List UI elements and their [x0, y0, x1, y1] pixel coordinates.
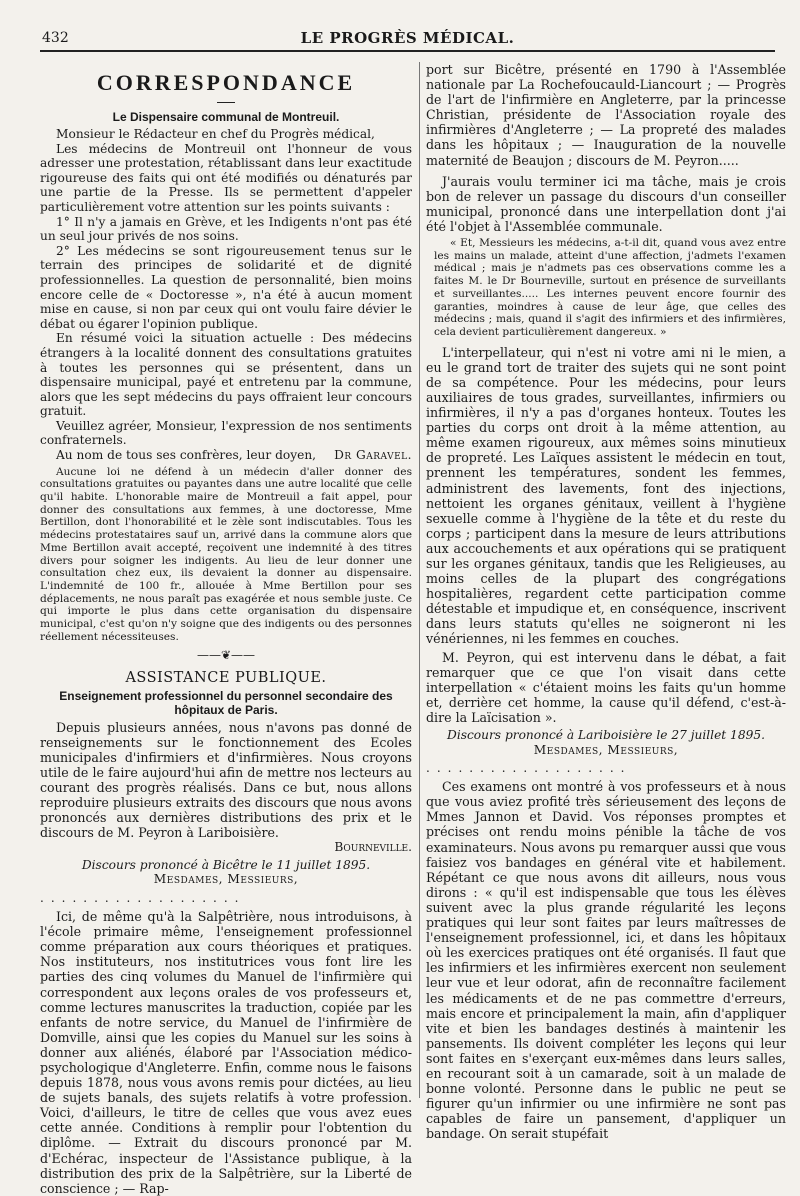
letter-signer: Dr Garavel. [334, 448, 412, 463]
section-title-correspondance: CORRESPONDANCE [96, 70, 356, 95]
paragraph: En résumé voici la situation actuelle : Des médecins étrangers à la localité donnent des consultations gratuites à toutes les personnes qui se présentent, dans un dispensaire municipal, payé et entretenu par la commune, alors que les sept médecins du pays offraient leur concours gratuit. [40, 331, 412, 419]
article-subtitle: Le Dispensaire communal de Montreuil. [112, 110, 340, 124]
discours-heading: Discours prononcé à Lariboisière le 27 juillet 1895. [447, 728, 765, 742]
paragraph: 1° Il n'y a jamais en Grève, et les Indigents n'ont pas été un seul jour privés de nos soins. [40, 214, 412, 244]
page-header [40, 26, 775, 52]
signoff-text: Au nom de tous ses confrères, leur doyen, [56, 448, 317, 463]
paragraph: Veuillez agréer, Monsieur, l'expression de nos sentiments confraternels. [40, 418, 412, 448]
paragraph: Ces examens ont montré à vos professeurs et à nous que vous aviez profité très sérieusement des leçons de Mmes Jannon et David. Vos réponses promptes et précises ont rendu moins pénible la tâche de vos examinateurs. Nous avons pu remarquer aussi que vous faisiez vos bandages en général vite et habilement. Répétant ce que nous avons dit ailleurs, nous vous dirons : « qu'il est indispensable que tous les élèves suivent avec la plus grande régularité les leçons pratiques qui leur sont faites par leurs maîtresses de l'enseignement professionnel, ici, et dans les hôpitaux où les exercices pratiques ont été organisés. Il faut que les infirmiers et les infirmières exercent non seulement leur vue et leur odorat, afin de reconnaître facilement les médicaments et de ne pas commettre d'erreurs, mais encore et principalement la main, afin d'appliquer vite et bien les bandages destinés à maintenir les pansements. Ils doivent compléter les leçons qui leur sont faites en s'exerçant eux-mêmes dans leurs salles, en recourant soit à un camarade, soit à un malade de bonne volonté. Personne dans le public ne peut se figurer qu'un infirmier ou une infirmière ne sont pas capables de faire un pansement, d'appliquer un bandage. On serait stupéfait [426, 779, 786, 1142]
section-title-assistance: ASSISTANCE PUBLIQUE. [125, 669, 327, 686]
quoted-passage: « Et, Messieurs les médecins, a-t-il dit, quand vous avez entre les mains un malade, atteint d'une affection, j'admets l'examen médical ; mais je n'admets pas ces observations comme les a faites M. le Dr Bourneville, surtout en présence de surveillants et surveillantes..... Les internes peuvent encore fournir des garanties, moindres à cause de leur âge, que celles des médecins ; mais, quand il s'agit des infirmiers et des infirmières, cela devient particulièrement dangereux. » [434, 237, 786, 338]
intro-signer: Bourneville. [334, 840, 412, 855]
paragraph: L'interpellateur, qui n'est ni votre ami ni le mien, a eu le grand tort de traiter des sujets qui ne sont point de sa compétence. Pour les médecins, pour leurs auxiliaires de tous grades, surveillantes, infirmiers ou infirmières, il n'y a pas d'organes honteux. Toutes les parties du corps ont droit à la même attention, au même examen rigoureux, aux mêmes soins minutieux de propreté. Les Laïques assistent le médecin en tout, prennent les températures, sondent les femmes, administrent des lavements, font des injections, nettoient les organes génitaux, veillent à l'hygiène sexuelle comme à l'hygiène de la tête et du reste du corps ; participent dans la mesure de leurs attributions aux accouchements et aux opérations qui se pratiquent sur les organes génitaux, tandis que les Religieuses, au moins celles de la plupart des congrégations hospitalières, regardent cette participation comme détestable et impudique et, en conséquence, inscrivent dans leurs statuts qu'elles ne soigneront ni les vénériennes, ni les femmes en couches. [426, 344, 786, 647]
paragraph: M. Peyron, qui est intervenu dans le débat, a fait remarquer que ce que l'on visait dans cette interpellation « c'étaient moins les faits qu'un homme et, derrière cet homme, la cause qu'il défend, c'est-à-dire la Laïcisation ». [426, 649, 786, 725]
discours-heading: Discours prononcé à Bicêtre le 11 juillet 1895. [81, 857, 371, 872]
editorial-note: Aucune loi ne défend à un médecin d'aller donner des consultations gratuites ou payantes dans une autre localité que celle qu'il habite. L'honorable maire de Montreuil a fait appel, pour donner des consultations aux femmes, à une doctoresse, Mme Bertillon, dont l'honorabilité et le zèle sont indiscutables. Tous les médecins protestataires sauf un, arrivé dans la commune alors que Mme Bertillon avait accepté, reçoivent une indemnité à des titres divers pour soigner les indigents. Au lieu de leur donner une consultation chez eux, ils devaient la donner au dispensaire. L'indemnité de 100 fr., allouée à Mme Bertillon pour ses déplacements, ne nous paraît pas exagérée et nous semble juste. Ce qui importe le plus dans cette organisation du dispensaire municipal, c'est qu'on n'y soigne que des indigents ou des personnes réellement nécessiteuses. [40, 465, 412, 643]
paragraph: J'aurais voulu terminer ici ma tâche, mais je crois bon de relever un passage du discours d'un conseiller municipal, prononcé dans une interpellation dont j'ai été l'objet à l'Assemblée communale. [426, 173, 786, 234]
paragraph: port sur Bicêtre, présenté en 1790 à l'Assemblée nationale par La Rochefoucauld-Liancourt ; — Progrès de l'art de l'infirmière en Angleterre, par la princesse Christian, présidente de l'Association royale des infirmières d'Angleterre ; — La propreté des malades dans les hôpitaux ; — Inauguration de la nouvelle maternité de Beaujon ; discours de M. Peyron..... [426, 62, 786, 168]
article-subtitle: Enseignement professionnel du personnel secondaire des hôpitaux de Paris. [59, 688, 393, 717]
letter-signoff [40, 448, 412, 463]
fleuron-divider: ——❦—— [196, 647, 256, 662]
ellipsis-row: ................... [426, 761, 632, 776]
intro-paragraph: Depuis plusieurs années, nous n'avons pas donné de renseignements sur le fonctionnement des Ecoles municipales d'infirmiers et d'infirmières. Nous croyons utile de le faire aujourd'hui afin de mettre nos lecteurs au courant des progrès réalisés. Dans ce but, nous allons reproduire plusieurs extraits des discours que nous avons prononcés aux dernières distributions des prix et le discours de M. Peyron à Lariboisière. [40, 719, 412, 841]
paragraph: Les médecins de Montreuil ont l'honneur de vous adresser une protestation, rétablissant dans leur exactitude rigoureuse des faits qui ont été modifiés ou dénaturés par une partie de la Presse. Ils se permettent d'appeler particulièrement votre attention sur les points suivants : [40, 141, 412, 214]
letter-salutation: Monsieur le Rédacteur en chef du Progrès médical, [56, 127, 375, 141]
address-line: Mesdames, Messieurs, [533, 742, 679, 757]
column-rule [419, 62, 420, 1098]
paragraph: 2° Les médecins se sont rigoureusement tenus sur le terrain des principes de solidarité et de dignité professionnelles. La question de personnalité, bien moins encore celle de « Doctoresse », n'a été à aucun moment mise en cause, si non par ceux qui ont voulu faire dévier le débat ou égarer l'opinion publique. [40, 243, 412, 331]
ellipsis-row: ................... [40, 891, 246, 906]
journal-title: LE PROGRÈS MÉDICAL. [300, 29, 515, 47]
address-line: Mesdames, Messieurs, [153, 872, 299, 887]
title-divider [217, 102, 235, 103]
left-column [40, 62, 412, 1196]
right-column [426, 62, 786, 1142]
page-number: 432 [42, 30, 69, 46]
paragraph: Ici, de même qu'à la Salpêtrière, nous introduisons, à l'école primaire même, l'enseignement professionnel comme préparation aux cours théoriques et pratiques. Nos instituteurs, nos institutrices vous font lire les parties des cinq volumes du Manuel de l'infirmière qui correspondent aux leçons orales de vos professeurs et, comme lectures manuscrites la traduction, copiée par les enfants de notre service, du Manuel de l'infirmière de Domville, ainsi que les copies du Manuel sur les soins à donner aux aliénés, élaboré par l'Association médico-psychologique d'Angleterre. Enfin, comme nous le faisons depuis 1878, nous vous avons remis pour dictées, au lieu de sujets banals, des sujets relatifs à votre profession. Voici, d'ailleurs, le titre de celles que vous avez eues cette année. Conditions à remplir pour l'obtention du diplôme. — Extrait du discours prononcé par M. d'Echérac, inspecteur de l'Assistance publique, à la distribution des prix de la Salpêtrière, sur la Liberté de conscience ; — Rap- [40, 909, 412, 1196]
